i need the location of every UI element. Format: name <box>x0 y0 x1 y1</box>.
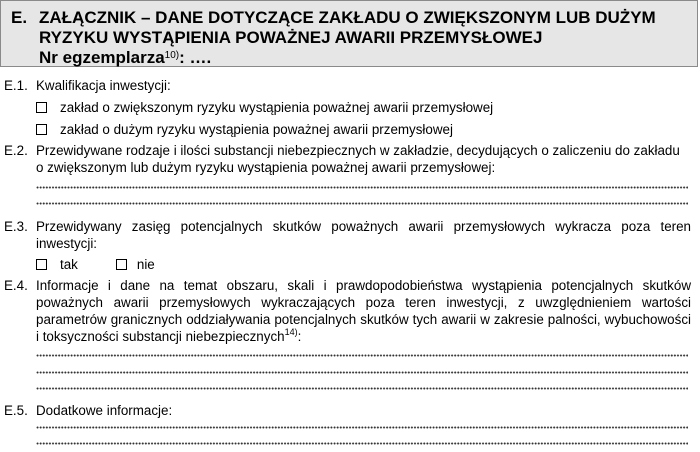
e2-line-2: o zwiększonym lub dużym ryzyku wystąpienia poważnej awarii przemysłowej: <box>36 160 496 175</box>
e4-line-3: parametrów granicznych oddziaływania potencjalnych skutków tych awarii w zakresie palności, wybuchowości <box>36 312 691 327</box>
e4-line-4-suffix: : <box>297 329 302 344</box>
e1-label: Kwalifikacja inwestycji: <box>36 78 171 93</box>
e3-option-no <box>116 256 155 273</box>
copy-number-label: Nr egzemplarza <box>39 48 165 67</box>
option-label: zakład o dużym ryzyku wystąpienia poważnej awarii przemysłowej <box>60 122 453 137</box>
checkbox-increased-risk[interactable] <box>36 102 47 113</box>
e2-fill-line-1[interactable] <box>36 186 688 189</box>
e2-line-1: Przewidywane rodzaje i ilości substancji niebezpiecznych w zakładzie, decydujących o zaliczeniu do zakładu <box>36 143 680 158</box>
e2-number: E.2. <box>4 143 28 158</box>
e3-number: E.3. <box>4 219 28 234</box>
checkbox-high-risk[interactable] <box>36 124 47 135</box>
checkbox-yes[interactable] <box>36 259 47 270</box>
e1-number: E.1. <box>4 78 28 93</box>
option-label: zakład o zwiększonym ryzyku wystąpienia poważnej awarii przemysłowej <box>60 100 494 115</box>
e5-number: E.5. <box>4 403 28 418</box>
e4-fill-line-3[interactable] <box>36 387 688 390</box>
e5-label: Dodatkowe informacje: <box>36 403 173 418</box>
e2-fill-line-2[interactable] <box>36 202 688 205</box>
title-line-1: ZAŁĄCZNIK – DANE DOTYCZĄCE ZAKŁADU O ZWIĘKSZONYM LUB DUŻYM <box>39 8 656 27</box>
e3-line-2: inwestycji: <box>36 236 98 251</box>
e5-fill-line-2[interactable] <box>36 442 688 445</box>
e4-number: E.4. <box>4 278 28 293</box>
e1-option-high-risk <box>36 121 453 138</box>
e4-line-2: poważnych awarii przemysłowych wykraczających poza teren inwestycji, z uwzględnieniem wartości <box>36 295 691 310</box>
section-letter: E. <box>11 8 28 27</box>
option-label-yes: tak <box>60 257 78 272</box>
footnote-ref-14: 14) <box>284 326 298 337</box>
e4-fill-line-2[interactable] <box>36 371 688 374</box>
section-header <box>0 0 698 67</box>
section-title <box>39 8 656 68</box>
copy-number-value: : …. <box>179 48 212 67</box>
e3-line-1: Przewidywany zasięg potencjalnych skutków poważnych awarii przemysłowych wykracza poza teren <box>36 219 691 234</box>
footnote-ref-10: 10) <box>164 50 180 61</box>
checkbox-no[interactable] <box>116 259 127 270</box>
e3-options <box>36 256 155 273</box>
option-label-no: nie <box>136 257 155 272</box>
e4-line-1: Informacje i dane na temat obszaru, skali i prawdopodobieństwa wystąpienia potencjalnych skutków <box>36 278 691 293</box>
e4-line-4-text: i toksyczności substancji niebezpiecznych <box>36 329 285 344</box>
e4-fill-line-1[interactable] <box>36 354 688 357</box>
copy-number-line <box>39 48 656 68</box>
e5-fill-line-1[interactable] <box>36 426 688 429</box>
e4-line-4 <box>36 328 301 345</box>
title-line-2: RYZYKU WYSTĄPIENIA POWAŻNEJ AWARII PRZEMYSŁOWEJ <box>39 28 543 47</box>
e1-option-increased-risk <box>36 99 493 116</box>
e3-option-yes <box>36 256 78 273</box>
